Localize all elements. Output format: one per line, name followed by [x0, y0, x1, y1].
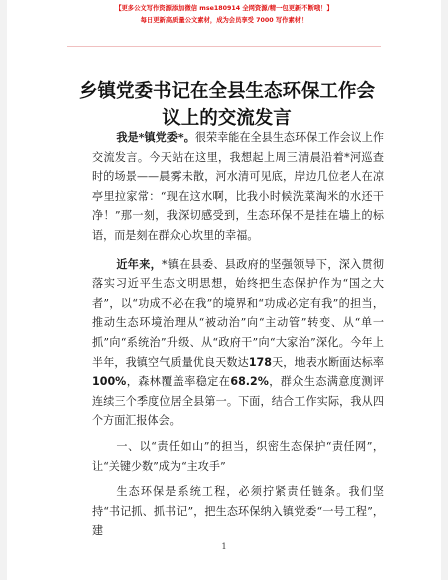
- promo-banner-line1: 【更多公文写作资源添加微信 mse180914 全网资源/精一包更新不断哦！】: [115, 5, 333, 12]
- page-number: 1: [221, 542, 227, 551]
- promo-banner-line2: 每日更新高质量公文素材，成为会员享受 7000 写作素材！: [140, 17, 308, 24]
- document-title: 乡镇党委书记在全县生态环保工作会议上的交流发言: [78, 81, 375, 129]
- intro-lead: 我是*镇党委*。: [116, 131, 195, 144]
- achievements-text-d: ，群众生态满意度测评连续三个季度位居全县第一。下面，结合工作实际，我从四个方面汇报体会。: [92, 375, 384, 428]
- stat-good-air-days: 178: [248, 355, 272, 369]
- stat-water-compliance: 100%: [92, 375, 127, 389]
- promo-banner: [7, 3, 441, 26]
- header-divider: [67, 46, 381, 47]
- achievements-text-a: *镇在县委、县政府的坚强领导下，深入贯彻落实习近平生态文明思想，始终把生态保护作为“国之大者”，以“功成不必在我”的境界和“功成必定有我”的担当，推动生态环境治理从“被动治”向“主动管”转变、从“单一抓”向“系统治”升级、从“政府干”向“大家治”深化。今年上半年，我镇空气质量优良天数达: [92, 257, 384, 369]
- paragraph-achievements: [92, 255, 384, 431]
- achievements-text-b: 天，地表水断面达标率: [271, 355, 384, 369]
- paragraph-section-1: 生态环保是系统工程，必须拧紧责任链条。我们坚持“书记抓、抓书记”，把生态环保纳入镇党委“一号工程”，建: [92, 485, 384, 538]
- document-body: [92, 128, 384, 541]
- stat-forest-coverage: 68.2%: [230, 375, 269, 389]
- paragraph-intro: [92, 128, 384, 246]
- document-page: [7, 0, 441, 580]
- section-heading-1: 一、以“责任如山”的担当，织密生态保护“责任网”，让“关键少数”成为“主攻手”: [92, 439, 384, 473]
- achievements-lead: 近年来，: [116, 257, 162, 271]
- achievements-text-c: ，森林覆盖率稳定在: [126, 375, 231, 389]
- intro-text: 很荣幸能在全县生态环保工作会议上作交流发言。今天站在这里，我想起上周三清晨沿着*河巡查时的场景——晨雾未散，河水清可见底，岸边几位老人在凉亭里拉家常：“现在这水啊，比我小时候洗菜淘米的水还干净！”那一刻，我深切感受到，生态环保不是挂在墙上的标语，而是刻在群众心坎里的幸福。: [92, 131, 384, 242]
